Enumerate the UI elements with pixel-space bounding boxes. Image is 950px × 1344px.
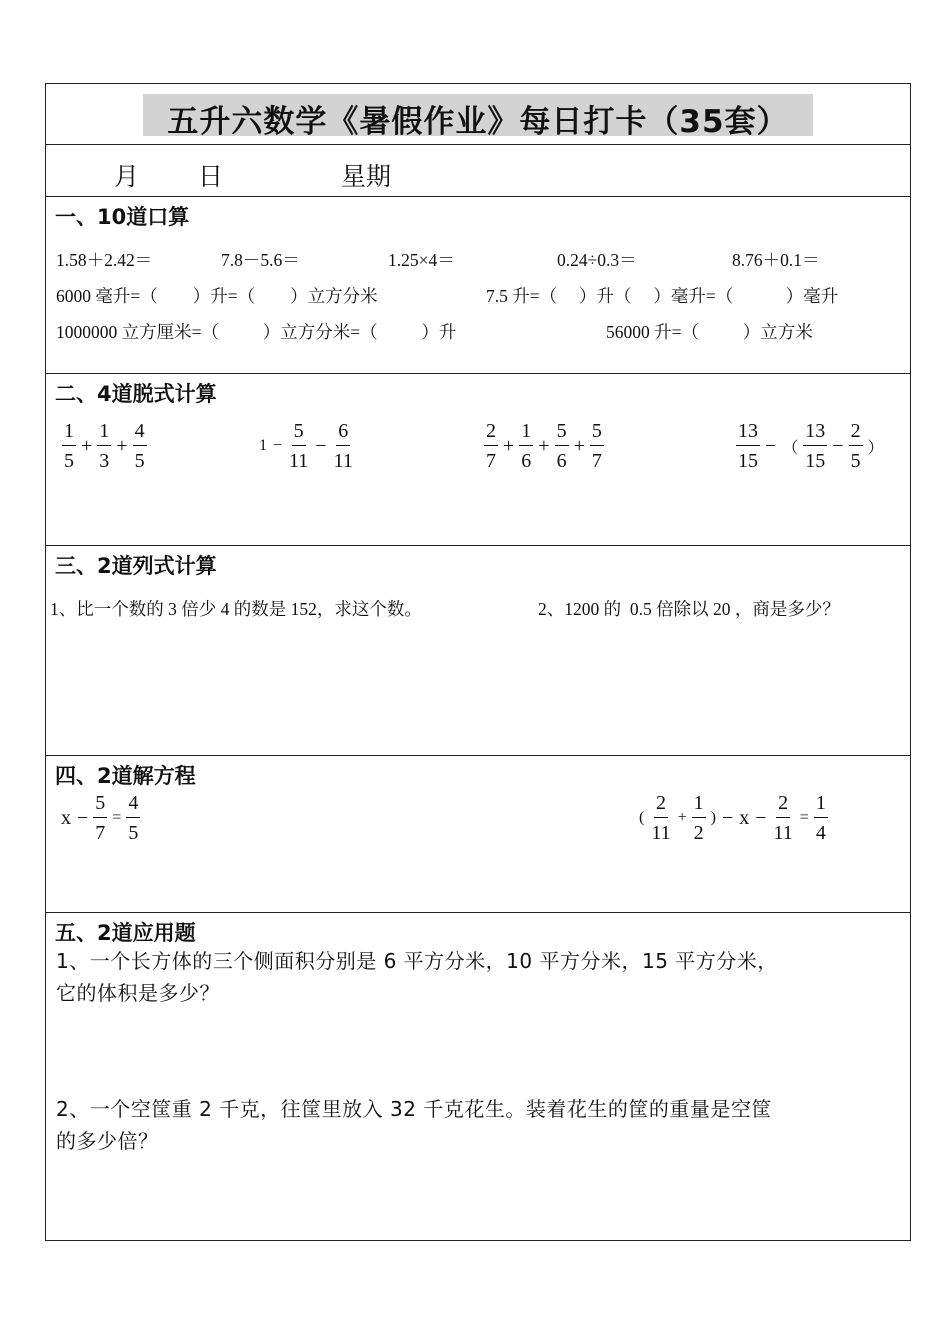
weekday-label: 星期 (341, 162, 392, 191)
oral-item: 7.8－5.6＝ (221, 250, 300, 270)
day-label: 日 (198, 162, 224, 191)
oral-item: 0.24÷0.3＝ (557, 250, 637, 270)
section-applied-problems (46, 913, 910, 1242)
question-1: 1、比一个数的 3 倍少 4 的数是 152，求这个数。 (50, 599, 422, 619)
section-heading: 一、10道口算 (55, 205, 190, 229)
month-label: 月 (114, 162, 140, 191)
oral-item: 8.76＋0.1＝ (732, 250, 820, 270)
date-row (46, 145, 910, 197)
section-word-calc (46, 546, 910, 756)
section-heading: 四、2道解方程 (55, 764, 196, 788)
section-heading: 三、2道列式计算 (55, 554, 217, 578)
question-2: 2、1200 的 0.5 倍除以 20 ，商是多少？ (538, 599, 840, 619)
expression-1: $\frac{1}{5}$ + $\frac{1}{3}$ + $\frac{4}{5}$ (64, 420, 145, 472)
expression-4: $\frac{13}{15}$ − （ $\frac{13}{15}$ − $\frac{2}{5}$ ） (738, 420, 884, 472)
section-equations (46, 756, 910, 913)
equation-1: x − $\frac{5}{7}$ = $\frac{4}{5}$ (61, 792, 139, 844)
unit-conversion-item: 1000000 立方厘米=（ ）立方分米=（ ）升 (56, 322, 457, 342)
problem-2-line-1: 2、一个空筐重 2 千克，往筐里放入 32 千克花生。装着花生的筐的重量是空筐 (56, 1097, 772, 1121)
page-title: 五升六数学《暑假作业》每日打卡（35套） (167, 104, 789, 140)
problem-1-line-2: 它的体积是多少？ (56, 981, 220, 1005)
oral-item: 1.58＋2.42＝ (56, 250, 153, 270)
section-step-calc (46, 374, 910, 546)
unit-conversion-item: 56000 升=（ ）立方米 (606, 322, 813, 342)
equation-2: ( $\frac{2}{11}$ + $\frac{1}{2}$ ) − x − $\frac{2}{11}$ = $\frac{1}{4}$ (639, 792, 826, 844)
section-heading: 五、2道应用题 (55, 921, 196, 945)
section-heading: 二、4道脱式计算 (55, 382, 217, 406)
title-row (46, 84, 910, 145)
unit-conversion-item: 7.5 升=（ ）升（ ）毫升=（ ）毫升 (486, 286, 839, 306)
unit-conversion-item: 6000 毫升=（ ）升=（ ）立方分米 (56, 286, 378, 306)
problem-2-line-2: 的多少倍？ (56, 1129, 159, 1153)
worksheet (45, 83, 911, 1241)
expression-3: $\frac{2}{7}$ + $\frac{1}{6}$ + $\frac{5}{6}$ + $\frac{5}{7}$ (486, 420, 602, 472)
section-oral-calc (46, 197, 910, 374)
oral-item: 1.25×4＝ (388, 250, 455, 270)
problem-1-line-1: 1、一个长方体的三个侧面积分别是 6 平方分米，10 平方分米，15 平方分米， (56, 949, 778, 973)
expression-2: 1 − $\frac{5}{11}$ − $\frac{6}{11}$ (259, 420, 353, 472)
